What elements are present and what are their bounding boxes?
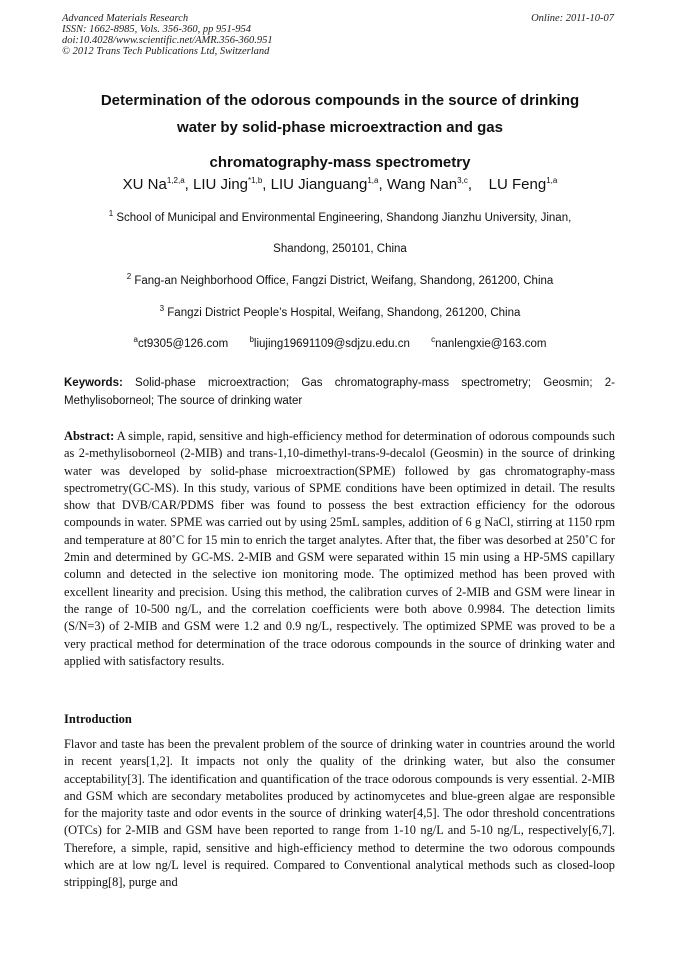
title-line-2: water by solid-phase microextraction and gas [177,119,503,136]
journal-header [62,13,273,57]
author-affiliation-marker: *1,b [248,176,263,185]
issn-line: ISSN: 1662-8985, Vols. 356-360, pp 951-954 [62,24,251,35]
affiliation-text: Fang-an Neighborhood Office, Fangzi District, Weifang, Shandong, 261200, China [134,275,554,287]
affiliation-text: School of Municipal and Environmental Engineering, Shandong Jianzhu University, Jinan, [116,212,572,224]
author-list: XU Na$^{1,2,a}$, LIU Jing$^{*1,b}$, LIU Jianguang$^{1,a}$, Wang Nan$^{3,c}$, LU Feng$^{1,a}$ [122,176,558,193]
introduction-heading: Introduction [64,712,132,726]
email-item[interactable] [133,335,229,350]
author-name: XU Na [122,176,167,193]
affiliation-marker: 2 [126,272,132,282]
paper-title [60,87,620,176]
email-marker: c [431,335,436,345]
affiliation-marker: 1 [108,209,114,219]
abstract-section [64,428,615,670]
keywords-text: Solid-phase microextraction; Gas chromatography-mass spectrometry; Geosmin; 2-Methylisoborneol; The source of drinking water [64,377,615,407]
author-name: LU Feng [488,176,547,193]
abstract-label: Abstract: [64,429,115,443]
author-affiliation-marker: 1,a [546,176,558,185]
author-name: LIU Jing [193,176,249,193]
abstract-text: A simple, rapid, sensitive and high-efficiency method for determination of odorous compounds such as 2-methylisoborneol (2-MIB) and trans-1,10-dimethyl-trans-9-decalol (Geosmin) in the source of drinking water was developed by solid-phase microextraction(SPME) followed by gas chromatography-mass spectrometry(GC-MS). In this study, various of SPME conditions have been optimized in detail. The results show that DVB/CAR/PDMS fiber was found to possess the best extraction efficiency for the odorous compounds in water. SPME was carried out by using 25mL samples, addition of 6 g NaCl, stirring at 1150 rpm and temperature at 80˚C for 15 min to enrich the target analytes. After that, the fiber was desorbed at 250˚C for 2min and determined by GC-MS. 2-MIB and GSM were separated within 15 min using a HP-5MS capillary column and detected in the selective ion monitoring mode. The optimized method has been proved with excellent linearity and precision. Using this method, the calibration curves of 2-MIB and GSM were linear in the range of 10-500 ng/L, and the correlation coefficients were both above 0.9984. The detection limits (S/N=3) of 2-MIB and GSM were 1.2 and 0.9 ng/L, respectively. The optimized SPME was proved to be a very practical method for determination of the trace odorous compounds in the source of drinking water and applied with satisfactory results. [64,429,615,668]
keywords-section [64,374,615,410]
email-address[interactable]: liujing19691109@sdjzu.edu.cn [253,338,410,350]
title-line-3: chromatography-mass spectrometry [209,154,471,171]
online-date: Online: 2011-10-07 [531,13,614,24]
author-name: LIU Jianguang [270,176,368,193]
keywords-label: Keywords: [64,377,123,389]
email-item[interactable] [249,335,410,350]
affiliation-text: Fangzi District People’s Hospital, Weifang, Shandong, 261200, China [167,307,521,319]
title-line-1: Determination of the odorous compounds in the source of drinking [100,92,580,109]
affiliation-2 [60,274,620,288]
email-address[interactable]: ct9305@126.com [137,338,229,350]
author-affiliation-marker: 1,2,a [166,176,185,185]
journal-name: Advanced Materials Research [62,13,189,24]
author-affiliation-marker: 3,c [457,176,468,185]
copyright-line: © 2012 Trans Tech Publications Ltd, Switzerland [62,46,270,57]
email-item[interactable] [431,335,547,350]
affiliation-1-cont: Shandong, 250101, China [273,243,407,255]
affiliation-3 [60,306,620,320]
email-marker: a [133,335,138,345]
affiliation-marker: 3 [159,304,165,314]
affiliation-1 [60,211,620,225]
author-affiliation-marker: 1,a [367,176,379,185]
email-address[interactable]: nanlengxie@163.com [435,338,547,350]
introduction-text: Flavor and taste has been the prevalent problem of the source of drinking water in countries around the world in recent years[1,2]. It impacts not only the quality of the drinking water, but also the consumer acceptability[3]. The identification and quantification of the trace odorous compounds is very essential. 2-MIB and GSM which are secondary metabolites produced by actinomycetes and blue-green algae are responsible for the majority taste and odor events in the source of drinking water[4,5]. The odor threshold concentrations (OTCs) for 2-MIB and GSM have been reported to range from 1-10 ng/L and 5-10 ng/L, respectively[6,7]. Therefore, a simple, rapid, sensitive and high-efficiency method to determine the two odorous compounds which are at low ng/L level is required. Compared to Conventional analytical methods such as closed-loop stripping[8], purge and [64,737,615,890]
author-name: Wang Nan [386,176,458,193]
email-list [60,335,620,350]
doi-line[interactable]: doi:10.4028/www.scientific.net/AMR.356-360.951 [62,35,273,46]
email-marker: b [249,335,254,345]
